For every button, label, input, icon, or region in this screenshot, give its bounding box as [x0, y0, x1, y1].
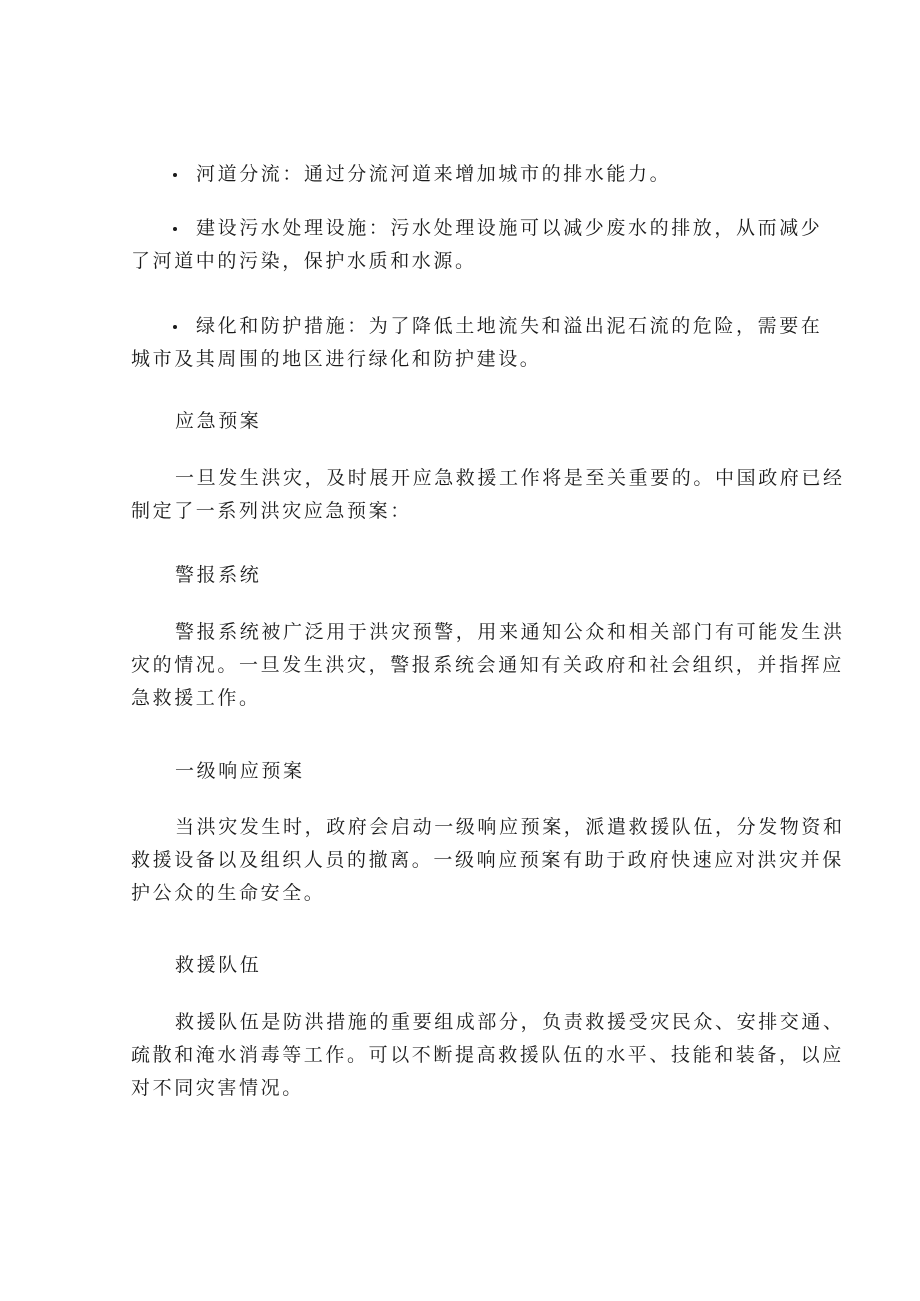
bullet-item	[131, 310, 823, 376]
bullet-text-line: 城市及其周围的地区进行绿化和防护建设。	[131, 348, 542, 370]
section-heading-alarm: 警报系统	[175, 564, 262, 586]
paragraph-rescue: 救援队伍是防洪措施的重要组成部分，负责救援受灾民众、安排交通、 疏散和淹水消毒等工作。可以不断提高救援队伍的水平、技能和装备，以应 对不同灾害情况。	[131, 1011, 845, 1099]
bullet-text-line: 绿化和防护措施：为了降低土地流失和溢出泥石流的危险，需要在	[196, 315, 823, 337]
bullet-text-line: 建设污水处理设施：污水处理设施可以减少废水的排放，从而减少	[196, 217, 823, 239]
bullet-item	[131, 212, 823, 278]
bullet-text-line: 河道分流：通过分流河道来增加城市的排水能力。	[196, 163, 672, 185]
paragraph-emergency: 一旦发生洪灾，及时展开应急救援工作将是至关重要的。中国政府已经 制定了一系列洪灾应急预案：	[131, 467, 845, 522]
section-heading-rescue: 救援队伍	[175, 954, 262, 976]
section-heading-emergency: 应急预案	[175, 410, 262, 432]
section-heading-level1: 一级响应预案	[175, 760, 305, 782]
paragraph-alarm: 警报系统被广泛用于洪灾预警，用来通知公众和相关部门有可能发生洪 灾的情况。一旦发生洪灾，警报系统会通知有关政府和社会组织，并指挥应 急救援工作。	[131, 621, 845, 709]
bullet-item	[131, 158, 811, 191]
paragraph-level1: 当洪灾发生时，政府会启动一级响应预案，派遣救援队伍，分发物资和 救援设备以及组织人员的撤离。一级响应预案有助于政府快速应对洪灾并保 护公众的生命安全。	[131, 816, 845, 904]
bullet-text-line: 了河道中的污染，保护水质和水源。	[131, 250, 477, 272]
